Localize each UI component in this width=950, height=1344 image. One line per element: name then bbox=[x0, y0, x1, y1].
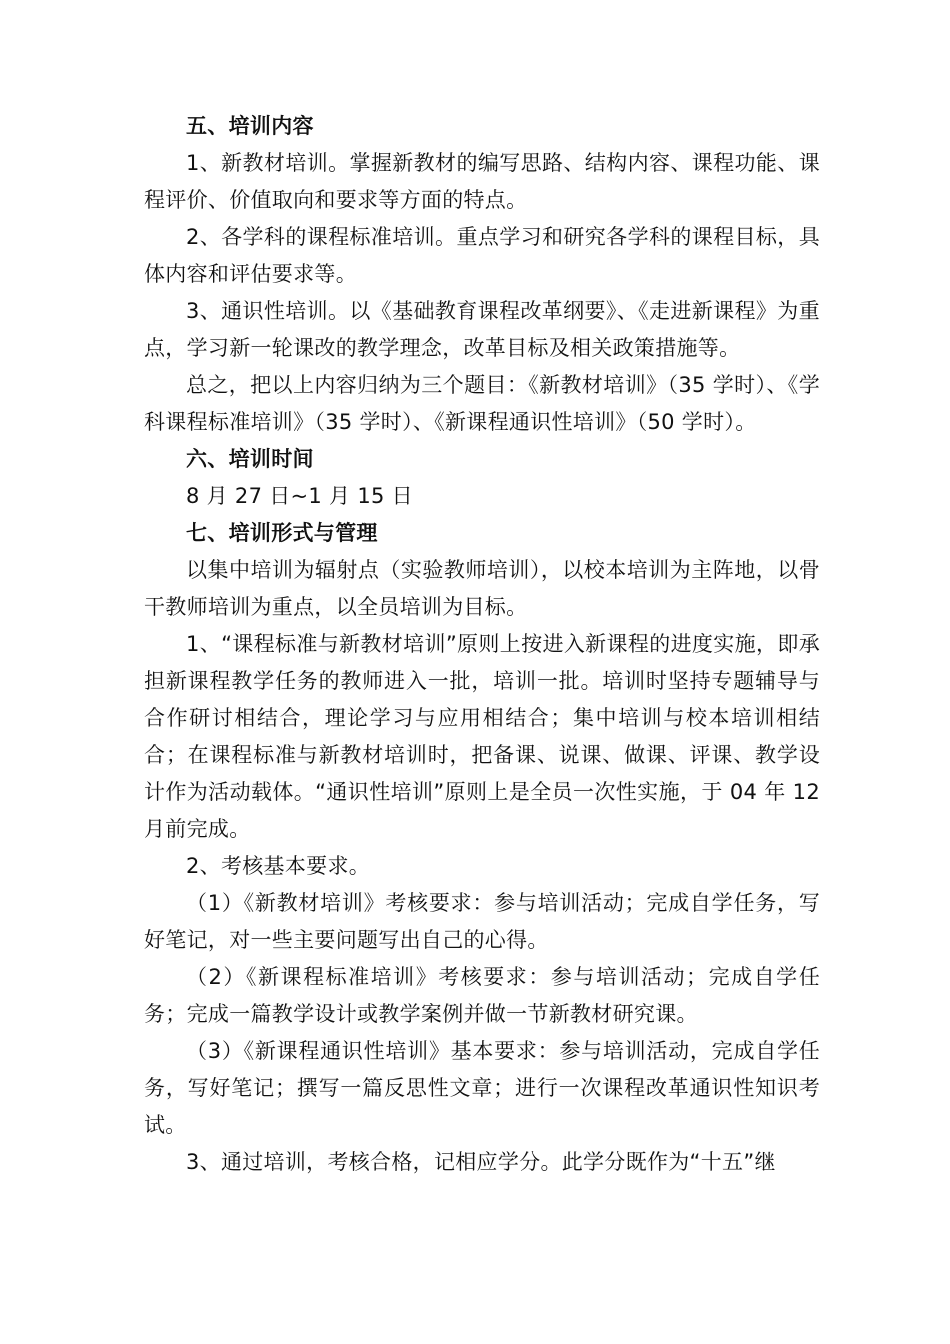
paragraph: （3）《新课程通识性培训》基本要求：参与培训活动，完成自学任务，写好笔记；撰写一篇反思性文章；进行一次课程改革通识性知识考试。 bbox=[144, 1039, 820, 1137]
section-heading-training-content: 五、培训内容 bbox=[186, 114, 314, 138]
training-date-range: 8 月 27 日~1 月 15 日 bbox=[186, 484, 413, 508]
paragraph: 1、新教材培训。掌握新教材的编写思路、结构内容、课程功能、课程评价、价值取向和要求等方面的特点。 bbox=[144, 151, 820, 212]
section-heading-training-format: 七、培训形式与管理 bbox=[186, 521, 378, 545]
paragraph: （2）《新课程标准培训》考核要求：参与培训活动；完成自学任务；完成一篇教学设计或教学案例并做一节新教材研究课。 bbox=[144, 965, 820, 1026]
paragraph: 3、通识性培训。以《基础教育课程改革纲要》、《走进新课程》为重点，学习新一轮课改的教学理念，改革目标及相关政策措施等。 bbox=[144, 299, 820, 360]
document-body bbox=[144, 108, 820, 1181]
paragraph: 总之，把以上内容归纳为三个题目：《新教材培训》（35 学时）、《学科课程标准培训》（35 学时）、《新课程通识性培训》（50 学时）。 bbox=[144, 373, 820, 434]
paragraph: 2、考核基本要求。 bbox=[186, 854, 371, 878]
section-heading-training-time: 六、培训时间 bbox=[186, 447, 314, 471]
paragraph: （1）《新教材培训》考核要求：参与培训活动；完成自学任务，写好笔记，对一些主要问题写出自己的心得。 bbox=[144, 891, 820, 952]
paragraph: 1、“课程标准与新教材培训”原则上按进入新课程的进度实施，即承担新课程教学任务的教师进入一批，培训一批。培训时坚持专题辅导与合作研讨相结合，理论学习与应用相结合；集中培训与校本培训相结合；在课程标准与新教材培训时，把备课、说课、做课、评课、教学设计作为活动载体。“通识性培训”原则上是全员一次性实施，于 04 年 12 月前完成。 bbox=[144, 632, 820, 841]
paragraph: 3、通过培训，考核合格，记相应学分。此学分既作为“十五”继 bbox=[186, 1150, 776, 1174]
paragraph: 以集中培训为辐射点（实验教师培训），以校本培训为主阵地，以骨干教师培训为重点，以全员培训为目标。 bbox=[144, 558, 820, 619]
paragraph: 2、各学科的课程标准培训。重点学习和研究各学科的课程目标，具体内容和评估要求等。 bbox=[144, 225, 820, 286]
